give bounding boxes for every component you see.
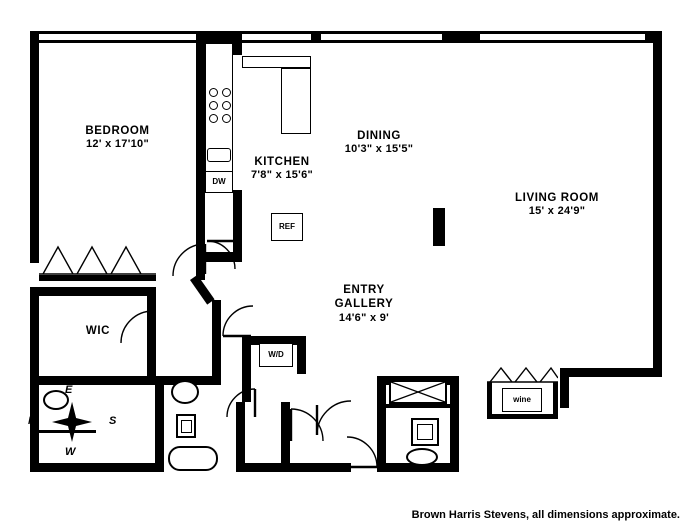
window-bedroom [39, 31, 205, 43]
wic-name: WIC [85, 325, 111, 337]
door-kitchen [206, 240, 236, 270]
dining-dims: 10'3" x 15'5" [344, 143, 414, 156]
kitchen-island [281, 68, 311, 134]
door-bath2 [346, 436, 378, 468]
room-label-kitchen [239, 155, 325, 183]
cooktop-burner [222, 101, 231, 110]
door-entry [316, 400, 352, 436]
wine-fridge-label: wine [513, 395, 531, 404]
shower-cross-bath2 [389, 380, 447, 404]
compass-north: N [28, 415, 36, 427]
living-dims: 15' x 24'9" [528, 205, 586, 218]
wall-lower-mid-vert2 [281, 402, 290, 472]
bedroom-name: BEDROOM [85, 125, 150, 137]
kitchen-counter-upper [242, 56, 311, 68]
wall-kitchen-right [233, 31, 242, 55]
compass-west: W [65, 446, 76, 458]
wall-bath2-right [450, 376, 459, 472]
door-gallery-upper [222, 305, 254, 337]
dining-name: DINING [357, 130, 401, 142]
room-label-bedroom [46, 124, 189, 152]
wall-living-pier [433, 208, 445, 246]
bathtub-bath1 [168, 446, 218, 471]
wall-bath1-bottom [30, 463, 164, 472]
wall-gallery-left [212, 300, 221, 336]
cooktop-burner [222, 114, 231, 123]
bedroom-closet-hatch [39, 243, 156, 276]
compass-east: E [65, 384, 73, 396]
kitchen-dims: 7'8" x 15'6" [250, 169, 314, 182]
wall-top-mid-pier [311, 31, 321, 43]
kitchen-sink [207, 148, 231, 162]
wall-wic-top [39, 287, 156, 296]
kitchen-name: KITCHEN [254, 156, 310, 168]
compass-south: S [109, 415, 117, 427]
entry-gallery-name: ENTRY GALLERY [334, 284, 394, 311]
wall-right-stub [560, 368, 569, 408]
room-label-living [492, 191, 622, 219]
window-living-north-2 [480, 31, 645, 43]
refrigerator-label: REF [279, 222, 295, 231]
cooktop-burner [209, 101, 218, 110]
cooktop-burner [222, 88, 231, 97]
compass-rose [24, 384, 120, 464]
dishwasher-label: DW [212, 177, 226, 186]
wall-right-exterior [653, 31, 662, 376]
wall-top-pier-2 [442, 31, 480, 43]
cooktop-burner [209, 114, 218, 123]
wall-bath1-right [155, 376, 164, 472]
room-label-entry-gallery [310, 283, 418, 326]
wall-bar-right [553, 382, 558, 418]
vanity-basin-bath2 [417, 424, 433, 440]
wall-bar-left [487, 382, 492, 418]
wall-gallery-left-vert [212, 336, 221, 385]
toilet-bath2 [406, 448, 438, 466]
bar-nook-hatch [487, 364, 558, 384]
wall-bath2-divider [386, 404, 450, 408]
wall-lower-mid-bottom [236, 463, 351, 472]
cooktop-burner [209, 88, 218, 97]
entry-gallery-dims: 14'6" x 9' [338, 311, 390, 324]
bedroom-dims: 12' x 17'10" [86, 138, 149, 151]
window-dining [233, 31, 311, 43]
wall-bedroom-right [196, 31, 205, 243]
wall-top-kitchen-block [205, 31, 233, 43]
toilet-tank-bath1 [181, 420, 192, 433]
washer-dryer-label: W/D [268, 350, 284, 359]
wall-bath2-left [377, 376, 386, 472]
window-living-north [321, 31, 442, 43]
wall-wd-right [297, 336, 306, 374]
door-wd [226, 388, 256, 418]
living-name: LIVING ROOM [515, 192, 599, 204]
credit-text: Brown Harris Stevens, all dimensions approximate. [411, 509, 680, 521]
door-bedroom [172, 243, 206, 277]
wall-right-lower [560, 368, 662, 377]
wall-left-exterior [30, 31, 39, 263]
room-label-dining [326, 129, 432, 157]
room-label-wic [58, 324, 138, 338]
sink-basin-bath1 [171, 380, 199, 404]
wall-bar-bottom [487, 414, 558, 419]
